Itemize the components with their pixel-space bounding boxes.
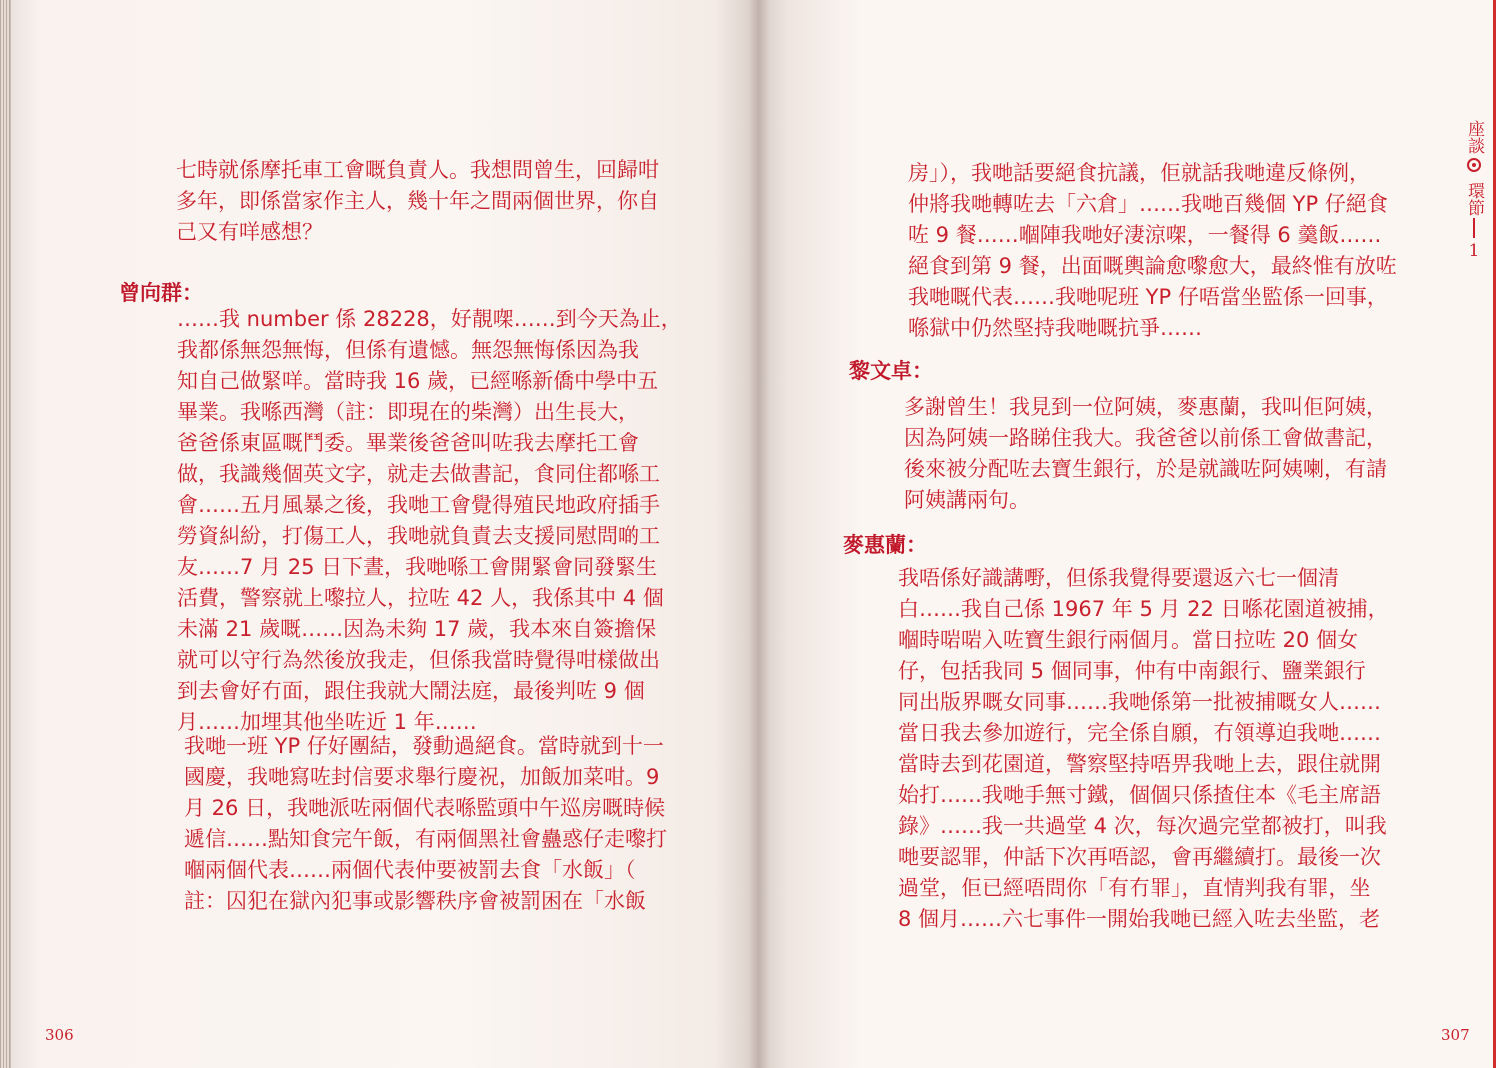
speaker-paragraph-3	[904, 392, 1387, 516]
text-line: 咗 9 餐……嗰陣我哋好淒涼㗎，一餐得 6 羹飯……	[908, 223, 1382, 247]
text-line: 絕食到第 9 餐，出面嘅輿論愈嚟愈大，最終惟有放咗	[908, 254, 1397, 278]
continued-paragraph	[908, 158, 1397, 344]
text-line: 就可以守行為然後放我走，但係我當時覺得咁樣做出	[177, 648, 660, 672]
text-line: 喺獄中仍然堅持我哋嘅抗爭……	[908, 316, 1202, 340]
sidebar-number: 1	[1468, 241, 1480, 261]
page-number-right: 307	[1441, 1026, 1470, 1044]
text-line: 因為阿姨一路睇住我大。我爸爸以前係工會做書記，	[904, 426, 1387, 450]
text-line: 白……我自己係 1967 年 5 月 22 日喺花園道被捕，	[898, 597, 1389, 621]
speaker-name: 黎文卓：	[849, 358, 933, 383]
page-number-left: 306	[45, 1026, 74, 1044]
text-line: 過堂，佢已經唔問你「有冇罪」，直情判我有罪，坐	[898, 876, 1371, 900]
text-line: 始打……我哋手無寸鐵，個個只係揸住本《毛主席語	[898, 783, 1381, 807]
text-line: 後來被分配咗去寶生銀行，於是就識咗阿姨喇，有請	[904, 457, 1387, 481]
book-gutter	[748, 0, 770, 1068]
sidebar-divider	[1473, 218, 1475, 238]
text-line: 當時去到花園道，警察堅持唔畀我哋上去，跟住就開	[898, 752, 1381, 776]
speaker-paragraph-1	[177, 304, 682, 738]
text-line: 遞信……點知食完午飯，有兩個黑社會蠱惑仔走嚟打	[184, 827, 667, 851]
speaker-paragraph-4	[898, 563, 1389, 935]
text-line: 同出版界嘅女同事……我哋係第一批被捕嘅女人……	[898, 690, 1381, 714]
text-line: 到去會好冇面，跟住我就大鬧法庭，最後判咗 9 個	[177, 679, 645, 703]
text-line: 8 個月……六七事件一開始我哋已經入咗去坐監，老	[898, 907, 1381, 931]
text-line: 做，我識幾個英文字，就走去做書記，食同住都喺工	[177, 462, 660, 486]
sidebar-title: 座談	[1464, 120, 1484, 154]
text-line: 勞資糾紛，打傷工人，我哋就負責去支援同慰問啲工	[177, 524, 660, 548]
text-line: 多年，即係當家作主人，幾十年之間兩個世界，你自	[176, 189, 659, 213]
text-line: 知自己做緊咩。當時我 16 歲，已經喺新僑中學中五	[177, 369, 659, 393]
text-line: 當日我去參加遊行，完全係自願，冇領導迫我哋……	[898, 721, 1381, 745]
text-line: 仔，包括我同 5 個同事，仲有中南銀行、鹽業銀行	[898, 659, 1366, 683]
text-line: 未滿 21 歲嘅……因為未夠 17 歲，我本來自簽擔保	[177, 617, 657, 641]
text-line: 多謝曾生！我見到一位阿姨，麥惠蘭，我叫佢阿姨，	[904, 395, 1387, 419]
text-line: 我都係無怨無悔，但係有遺憾。無怨無悔係因為我	[177, 338, 639, 362]
text-line: 阿姨講兩句。	[904, 488, 1030, 512]
text-line: 我唔係好識講嘢，但係我覺得要還返六七一個清	[898, 566, 1339, 590]
page-edges	[0, 0, 10, 1068]
text-line: 國慶，我哋寫咗封信要求舉行慶祝，加飯加菜咁。9	[184, 765, 660, 789]
text-line: 哋要認罪，仲話下次再唔認，會再繼續打。最後一次	[898, 845, 1381, 869]
text-line: 房」），我哋話要絕食抗議，佢就話我哋違反條例，	[908, 161, 1370, 185]
text-line: 嗰時啱啱入咗寶生銀行兩個月。當日拉咗 20 個女	[898, 628, 1359, 652]
speaker-name: 麥惠蘭：	[843, 532, 927, 557]
sidebar-section: 環節	[1464, 182, 1484, 216]
text-line: 我哋一班 YP 仔好團結，發動過絕食。當時就到十一	[184, 734, 664, 758]
text-line: 活費，警察就上嚟拉人，拉咗 42 人，我係其中 4 個	[177, 586, 664, 610]
text-line: 我哋嘅代表……我哋呢班 YP 仔唔當坐監係一回事，	[908, 285, 1388, 309]
text-line: 爸爸係東區嘅鬥委。畢業後爸爸叫咗我去摩托工會	[177, 431, 639, 455]
bullseye-icon	[1462, 154, 1486, 182]
text-line: 月 26 日，我哋派咗兩個代表喺監頭中午巡房嘅時候	[184, 796, 666, 820]
text-line: ……我 number 係 28228，好靚㗎……到今天為止，	[177, 307, 682, 331]
text-line: 月……加埋其他坐咗近 1 年……	[177, 710, 477, 734]
text-line: 友……7 月 25 日下晝，我哋喺工會開緊會同發緊生	[177, 555, 658, 579]
intro-paragraph	[176, 155, 659, 248]
speaker-name: 曾向群：	[119, 280, 203, 305]
text-line: 仲將我哋轉咗去「六倉」……我哋百幾個 YP 仔絕食	[908, 192, 1388, 216]
left-page	[10, 0, 759, 1068]
text-line: 會……五月風暴之後，我哋工會覺得殖民地政府插手	[177, 493, 660, 517]
text-line: 註：囚犯在獄內犯事或影響秩序會被罰困在「水飯	[184, 889, 646, 913]
text-line: 錄》……我一共過堂 4 次，每次過完堂都被打，叫我	[898, 814, 1387, 838]
section-sidebar	[1462, 120, 1486, 262]
speaker-paragraph-2	[184, 731, 667, 917]
right-page	[758, 0, 1496, 1068]
text-line: 七時就係摩托車工會嘅負責人。我想問曾生，回歸咁	[176, 158, 659, 182]
text-line: 畢業。我喺西灣（註：即現在的柴灣）出生長大，	[177, 400, 639, 424]
text-line: 己又有咩感想？	[176, 220, 323, 244]
text-line: 嗰兩個代表……兩個代表仲要被罰去食「水飯」（	[184, 858, 636, 882]
